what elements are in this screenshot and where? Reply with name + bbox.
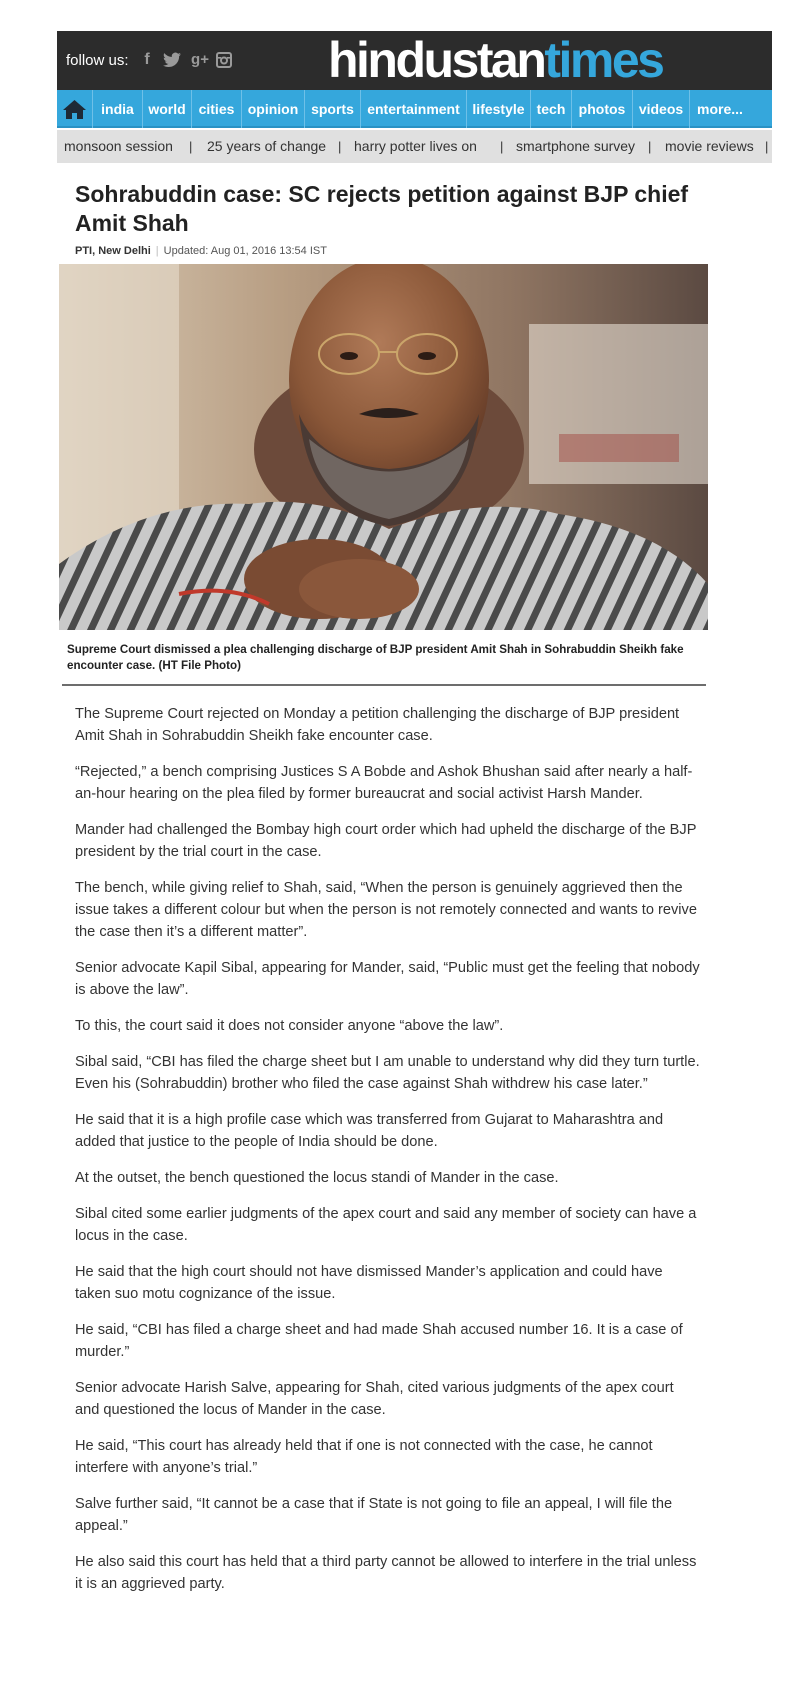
nav-item-lifestyle[interactable]: lifestyle: [472, 101, 525, 117]
nav-item-world[interactable]: world: [148, 101, 186, 117]
photo-caption: Supreme Court dismissed a plea challenging discharge of BJP president Amit Shah in Sohrabuddin Sheikh fake encounter case. (HT File Photo): [67, 643, 684, 672]
article-paragraph: At the outset, the bench questioned the locus standi of Mander in the case.: [75, 1170, 559, 1186]
home-icon: [57, 90, 92, 128]
article-byline: [75, 245, 327, 257]
site-logo[interactable]: [328, 34, 663, 86]
trending-item-harry-potter[interactable]: harry potter lives on: [354, 138, 477, 154]
main-nav: [57, 90, 772, 128]
article-photo: [59, 264, 708, 630]
site-header: [57, 31, 772, 90]
article-paragraph: He said that the high court should not have dismissed Mander’s application and could have taken suo motu cognizance of the issue.: [75, 1264, 663, 1302]
article-paragraph: “Rejected,” a bench comprising Justices S A Bobde and Ashok Bhushan said after nearly a half-an-hour hearing on the plea filed by former bureaucrat and social activist Harsh Mander.: [75, 764, 693, 802]
logo-part-times: times: [544, 32, 663, 88]
article-source: PTI, New Delhi: [75, 245, 151, 257]
nav-item-cities[interactable]: cities: [198, 101, 235, 117]
nav-item-entertainment[interactable]: entertainment: [367, 101, 460, 117]
nav-item-more[interactable]: more...: [697, 101, 743, 117]
instagram-icon[interactable]: [214, 50, 234, 70]
trending-item-smartphone-survey[interactable]: smartphone survey: [516, 138, 636, 154]
nav-item-photos[interactable]: photos: [578, 101, 626, 117]
article-paragraph: The Supreme Court rejected on Monday a petition challenging the discharge of BJP president Amit Shah in Sohrabuddin Sheikh fake encounter case.: [75, 706, 680, 744]
facebook-icon[interactable]: f: [144, 51, 150, 68]
article-body: [75, 703, 700, 1609]
article-paragraph: The bench, while giving relief to Shah, said, “When the person is genuinely aggrieved then the issue takes a different colour but when the person is not remotely connected and wants to revive the case then it’s a different matter”.: [75, 880, 697, 940]
caption-divider: [62, 684, 706, 686]
trending-separator: |: [338, 139, 342, 154]
twitter-icon[interactable]: [162, 50, 182, 70]
trending-separator: |: [189, 139, 193, 154]
article-paragraph: Sibal said, “CBI has filed the charge sheet but I am unable to understand why did they turn turtle. Even his (Sohrabuddin) brother who filed the case against Shah withdrew his case later.”: [75, 1054, 700, 1092]
nav-item-opinion[interactable]: opinion: [247, 101, 299, 117]
portrait-image: [59, 264, 708, 630]
article-paragraph: He said that it is a high profile case which was transferred from Gujarat to Maharashtra and added that justice to the people of India should be done.: [75, 1112, 664, 1150]
article-paragraph: Mander had challenged the Bombay high court order which had upheld the discharge of the BJP president by the trial court in the case.: [75, 822, 697, 860]
nav-home[interactable]: [57, 90, 92, 128]
byline-separator: |: [155, 245, 159, 257]
trending-separator: |: [648, 139, 652, 154]
article-paragraph: Salve further said, “It cannot be a case that if State is not going to file an appeal, I will file the appeal.”: [75, 1496, 673, 1534]
trending-item-25-years[interactable]: 25 years of change: [207, 138, 327, 154]
trending-bar: [57, 130, 772, 163]
article-paragraph: He said, “CBI has filed a charge sheet and had made Shah accused number 16. It is a case of murder.”: [75, 1322, 683, 1360]
follow-us-label: follow us:: [66, 52, 129, 69]
article-updated: Updated: Aug 01, 2016 13:54 IST: [163, 245, 327, 257]
article-paragraph: To this, the court said it does not consider anyone “above the law”.: [75, 1018, 504, 1034]
google-plus-icon[interactable]: g+: [191, 51, 209, 68]
article-paragraph: He said, “This court has already held that if one is not connected with the case, he cannot interfere with anyone’s trial.”: [75, 1438, 653, 1476]
trending-item-movie-reviews[interactable]: movie reviews: [665, 138, 754, 154]
article-paragraph: Senior advocate Kapil Sibal, appearing for Mander, said, “Public must get the feeling that nobody is above the law”.: [75, 960, 700, 998]
nav-item-tech[interactable]: tech: [536, 101, 566, 117]
article-headline: Sohrabuddin case: SC rejects petition against BJP chief Amit Shah: [75, 181, 689, 236]
nav-item-videos[interactable]: videos: [638, 101, 684, 117]
article-paragraph: He also said this court has held that a third party cannot be allowed to interfere in the trial unless it is an aggrieved party.: [75, 1554, 697, 1592]
logo-part-hindustan: hindustan: [328, 32, 545, 88]
trending-separator: |: [500, 139, 504, 154]
trending-item-monsoon-session[interactable]: monsoon session: [64, 138, 173, 154]
nav-item-india[interactable]: india: [101, 101, 134, 117]
nav-item-sports[interactable]: sports: [311, 101, 354, 117]
article-paragraph: Sibal cited some earlier judgments of the apex court and said any member of society can have a locus in the case.: [75, 1206, 697, 1244]
article-paragraph: Senior advocate Harish Salve, appearing for Shah, cited various judgments of the apex court and questioned the locus of Mander in the case.: [75, 1380, 674, 1418]
trending-separator: |: [765, 139, 769, 154]
